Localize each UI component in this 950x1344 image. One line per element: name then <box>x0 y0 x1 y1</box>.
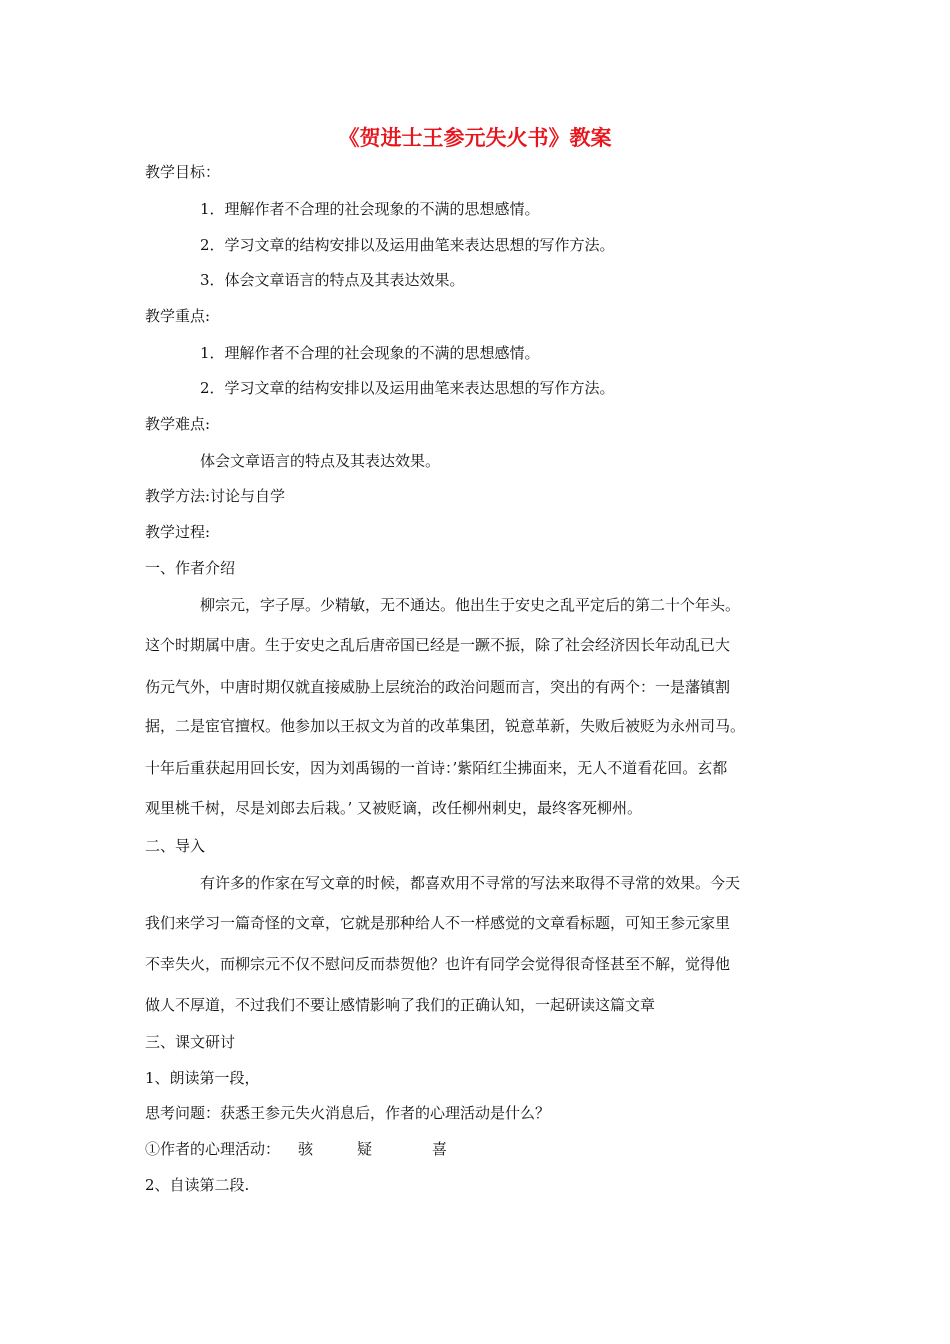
mind-word-shock: 骇 <box>298 1140 314 1158</box>
study-item-2: 2、自读第二段. <box>145 1176 250 1194</box>
difficulties-heading: 教学难点: <box>145 415 211 433</box>
process-heading: 教学过程: <box>145 523 211 541</box>
intro-paragraph-line: 我们来学习一篇奇怪的文章，它就是那种给人不一样感觉的文章看标题，可知王参元家里 <box>145 914 731 932</box>
study-question: 思考问题：获悉王参元失火消息后，作者的心理活动是什么？ <box>145 1104 551 1122</box>
section-author-heading: 一、作者介绍 <box>145 559 236 577</box>
intro-paragraph-line: 做人不厚道，不过我们不要让感情影响了我们的正确认知，一起研读这篇文章 <box>145 996 656 1014</box>
key-points-heading: 教学重点: <box>145 307 211 325</box>
difficulties-text: 体会文章语言的特点及其表达效果。 <box>200 452 441 470</box>
author-paragraph-line: 这个时期属中唐。生于安史之乱后唐帝国已经是一蹶不振，除了社会经济因长年动乱已大 <box>145 636 731 654</box>
author-paragraph-line: 柳宗元，字子厚。少精敏，无不通达。他出生于安史之乱平定后的第二十个年头。 <box>200 596 741 614</box>
mind-word-doubt: 疑 <box>357 1140 373 1158</box>
objectives-heading: 教学目标： <box>145 163 221 181</box>
study-item-1: 1、朗读第一段， <box>145 1069 260 1087</box>
key-point-item-1: 1．理解作者不合理的社会现象的不满的思想感情。 <box>200 344 540 362</box>
author-paragraph-line: 伤元气外，中唐时期仅就直接威胁上层统治的政治问题而言，突出的有两个：一是藩镇割 <box>145 678 731 696</box>
section-study-heading: 三、课文研讨 <box>145 1033 236 1051</box>
author-paragraph-line: 十年后重获起用回长安，因为刘禹锡的一首诗：’紫陌红尘拂面来，无人不道看花回。玄都 <box>145 759 728 777</box>
objective-item-1: 1．理解作者不合理的社会现象的不满的思想感情。 <box>200 200 540 218</box>
document-title: 《贺进士王参元失火书》教案 <box>338 125 612 150</box>
key-point-item-2: 2．学习文章的结构安排以及运用曲笔来表达思想的写作方法。 <box>200 379 615 397</box>
author-paragraph-line: 观里桃千树，尽是刘郎去后栽。’ 又被贬谪，改任柳州刺史，最终客死柳州。 <box>145 799 643 817</box>
intro-paragraph-line: 不幸失火，而柳宗元不仅不慰问反而恭贺他？也许有同学会觉得很奇怪甚至不解，觉得他 <box>145 955 731 973</box>
mind-activity-label: ①作者的心理活动： <box>145 1140 281 1158</box>
intro-paragraph-line: 有许多的作家在写文章的时候，都喜欢用不寻常的写法来取得不寻常的效果。今天 <box>200 874 741 892</box>
objective-item-3: 3．体会文章语言的特点及其表达效果。 <box>200 271 465 289</box>
section-intro-heading: 二、导入 <box>145 837 206 855</box>
teaching-method: 教学方法:讨论与自学 <box>145 487 286 505</box>
author-paragraph-line: 据，二是宦官擅权。他参加以王叔文为首的改革集团，锐意革新，失败后被贬为永州司马。 <box>145 717 746 735</box>
mind-activity-row <box>145 1138 280 1160</box>
mind-word-joy: 喜 <box>432 1140 448 1158</box>
objective-item-2: 2．学习文章的结构安排以及运用曲笔来表达思想的写作方法。 <box>200 236 615 254</box>
